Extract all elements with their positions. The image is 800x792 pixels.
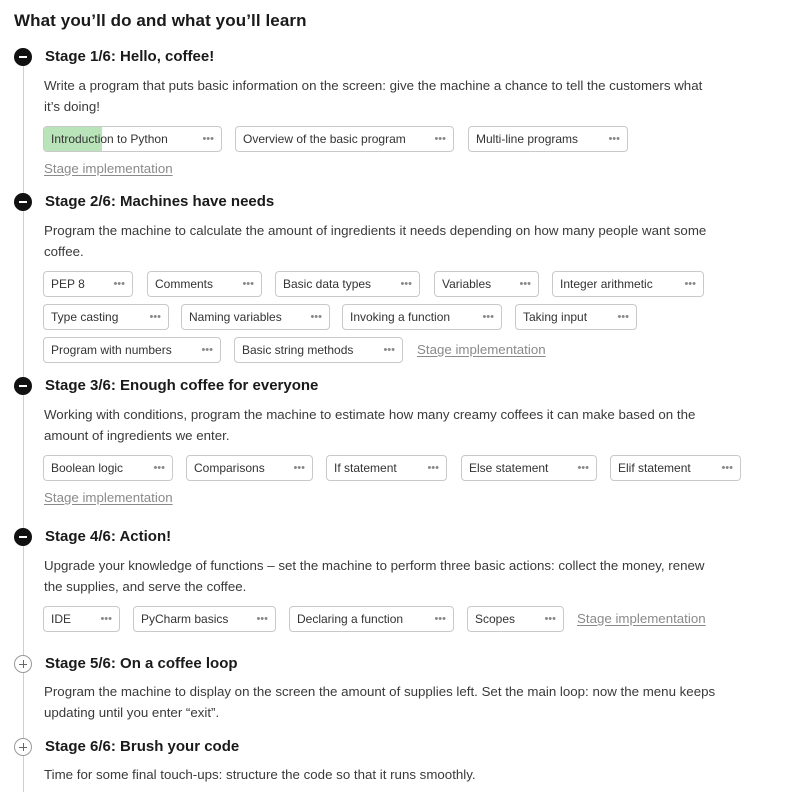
stage-6-description: Time for some final touch-ups: structure the code so that it runs smoothly. (44, 767, 476, 782)
topic-chip-elif-statement[interactable]: Elif statement ••• (610, 455, 741, 481)
more-options-icon[interactable]: ••• (434, 133, 446, 145)
more-options-icon[interactable]: ••• (383, 344, 395, 356)
more-options-icon[interactable]: ••• (544, 613, 556, 625)
more-options-icon[interactable]: ••• (242, 278, 254, 290)
stage-6-title[interactable]: Stage 6/6: Brush your code (45, 738, 240, 755)
more-options-icon[interactable]: ••• (256, 613, 268, 625)
topic-chip-pycharm-basics[interactable]: PyCharm basics ••• (133, 606, 276, 632)
stage-3-implementation-link[interactable]: Stage implementation (44, 490, 173, 505)
collapse-minus-icon[interactable] (14, 48, 32, 66)
more-options-icon[interactable]: ••• (482, 311, 494, 323)
topic-chip-comments[interactable]: Comments ••• (147, 271, 262, 297)
stage-3-description: Working with conditions, program the machine to estimate how many creamy coffees it can make based on the amount of ingredients we enter. (44, 407, 696, 443)
topic-chip-scopes[interactable]: Scopes ••• (467, 606, 564, 632)
more-options-icon[interactable]: ••• (100, 613, 112, 625)
topic-chip-ide[interactable]: IDE ••• (43, 606, 120, 632)
topic-chip-invoking-a-function[interactable]: Invoking a function ••• (342, 304, 502, 330)
more-options-icon[interactable]: ••• (149, 311, 161, 323)
topic-chip-multi-line-programs[interactable]: Multi-line programs ••• (468, 126, 628, 152)
topic-chip-comparisons[interactable]: Comparisons ••• (186, 455, 313, 481)
more-options-icon[interactable]: ••• (153, 462, 165, 474)
expand-plus-icon[interactable] (14, 655, 32, 673)
page-title: What you’ll do and what you’ll learn (14, 11, 307, 30)
more-options-icon[interactable]: ••• (427, 462, 439, 474)
topic-chip-basic-string-methods[interactable]: Basic string methods ••• (234, 337, 403, 363)
more-options-icon[interactable]: ••• (721, 462, 733, 474)
stage-3-title[interactable]: Stage 3/6: Enough coffee for everyone (45, 377, 319, 394)
topic-chip-type-casting[interactable]: Type casting ••• (43, 304, 169, 330)
more-options-icon[interactable]: ••• (608, 133, 620, 145)
stage-4-title[interactable]: Stage 4/6: Action! (45, 528, 172, 545)
more-options-icon[interactable]: ••• (310, 311, 322, 323)
topic-chip-introduction-to-python[interactable]: Introduction to Python ••• (43, 126, 222, 152)
more-options-icon[interactable]: ••• (577, 462, 589, 474)
stage-4-implementation-link[interactable]: Stage implementation (577, 611, 706, 626)
topic-chip-if-statement[interactable]: If statement ••• (326, 455, 447, 481)
more-options-icon[interactable]: ••• (400, 278, 412, 290)
stage-1-description: Write a program that puts basic information on the screen: give the machine a chance to tell the customers what it’s doing! (44, 78, 703, 114)
stage-5-title[interactable]: Stage 5/6: On a coffee loop (45, 655, 238, 672)
collapse-minus-icon[interactable] (14, 528, 32, 546)
stage-1-title[interactable]: Stage 1/6: Hello, coffee! (45, 48, 215, 65)
topic-chip-pep-8[interactable]: PEP 8 ••• (43, 271, 133, 297)
topic-chip-integer-arithmetic[interactable]: Integer arithmetic ••• (552, 271, 704, 297)
collapse-minus-icon[interactable] (14, 377, 32, 395)
more-options-icon[interactable]: ••• (617, 311, 629, 323)
stage-2-description: Program the machine to calculate the amount of ingredients it needs depending on how many people want some coffee. (44, 223, 707, 259)
stage-5-description: Program the machine to display on the screen the amount of supplies left. Set the main loop: now the menu keeps updating until you enter “exit”. (44, 684, 716, 720)
stage-2-title[interactable]: Stage 2/6: Machines have needs (45, 193, 275, 210)
more-options-icon[interactable]: ••• (113, 278, 125, 290)
more-options-icon[interactable]: ••• (201, 344, 213, 356)
timeline-rail (23, 66, 24, 792)
stage-2-implementation-link[interactable]: Stage implementation (417, 342, 546, 357)
topic-chip-program-with-numbers[interactable]: Program with numbers ••• (43, 337, 221, 363)
topic-chip-boolean-logic[interactable]: Boolean logic ••• (43, 455, 173, 481)
topic-chip-naming-variables[interactable]: Naming variables ••• (181, 304, 330, 330)
expand-plus-icon[interactable] (14, 738, 32, 756)
topic-chip-overview-of-the-basic-program[interactable]: Overview of the basic program ••• (235, 126, 454, 152)
topic-chip-else-statement[interactable]: Else statement ••• (461, 455, 597, 481)
stage-4-description: Upgrade your knowledge of functions – set the machine to perform three basic actions: collect the money, renew the supplies, and serve the coffee. (44, 558, 705, 594)
topic-chip-basic-data-types[interactable]: Basic data types ••• (275, 271, 420, 297)
more-options-icon[interactable]: ••• (684, 278, 696, 290)
topic-chip-declaring-a-function[interactable]: Declaring a function ••• (289, 606, 454, 632)
topic-chip-taking-input[interactable]: Taking input ••• (515, 304, 637, 330)
more-options-icon[interactable]: ••• (434, 613, 446, 625)
collapse-minus-icon[interactable] (14, 193, 32, 211)
more-options-icon[interactable]: ••• (202, 133, 214, 145)
more-options-icon[interactable]: ••• (519, 278, 531, 290)
stage-1-implementation-link[interactable]: Stage implementation (44, 161, 173, 176)
topic-chip-variables[interactable]: Variables ••• (434, 271, 539, 297)
more-options-icon[interactable]: ••• (293, 462, 305, 474)
